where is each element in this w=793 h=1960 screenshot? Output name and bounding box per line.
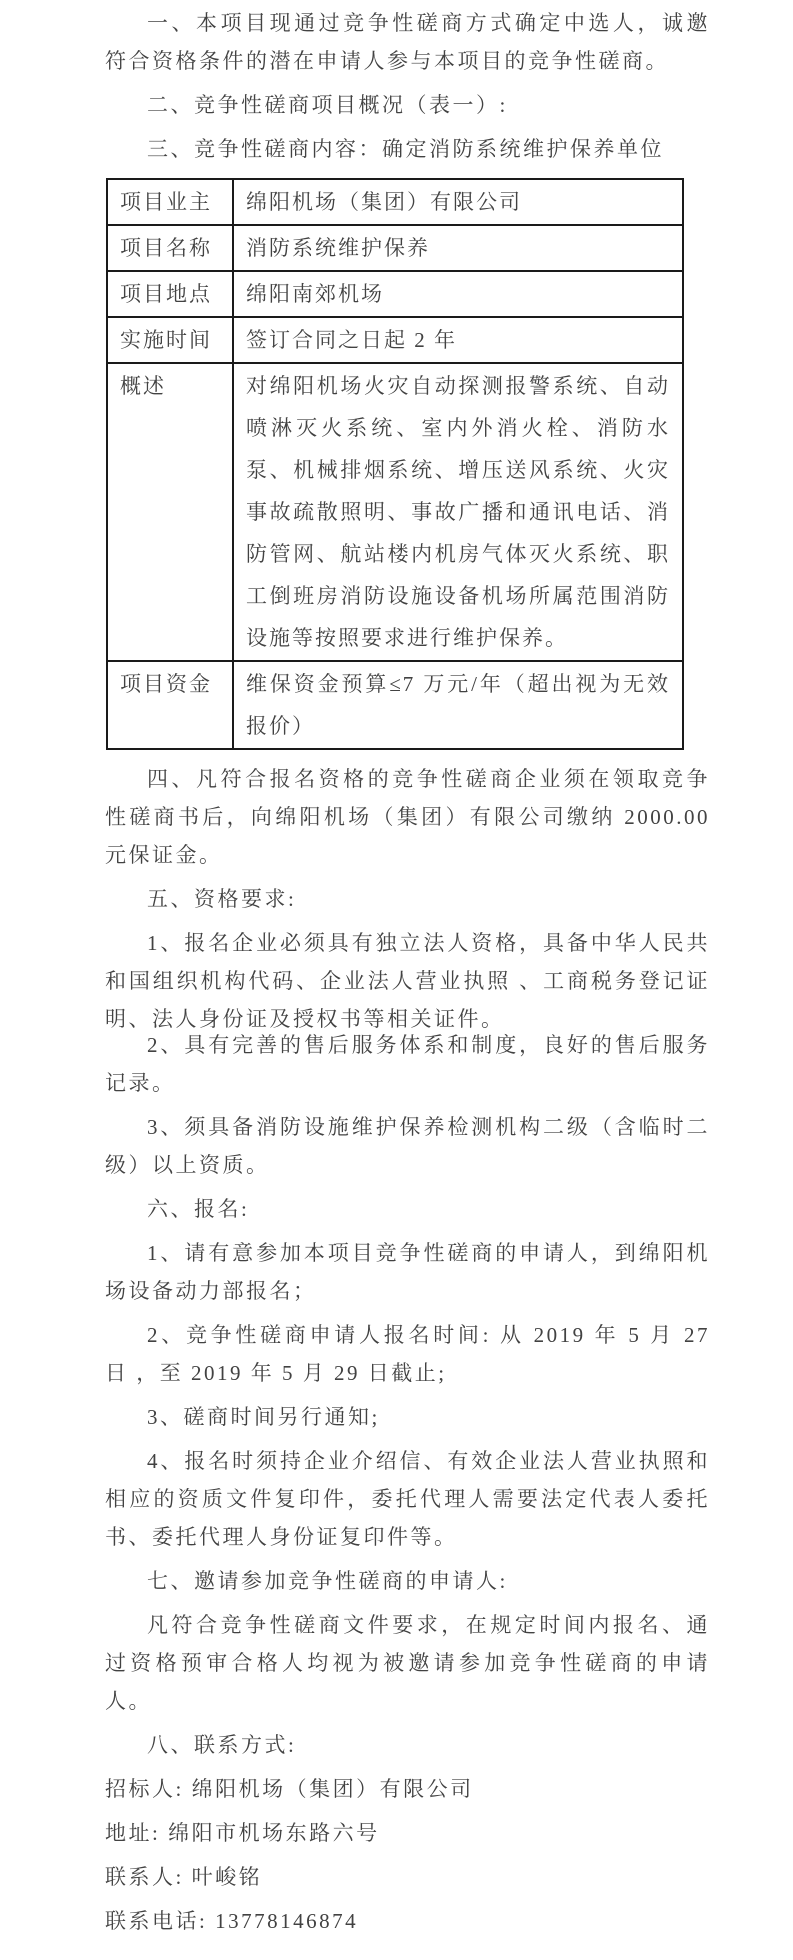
para-registration-item-4: 4、报名时须持企业介绍信、有效企业法人营业执照和相应的资质文件复印件，委托代理人需要法定代表人委托书、委托代理人身份证复印件等。 [105,1449,710,1549]
para-registration-heading: 六、报名: [147,1197,250,1221]
contact-line-phone: 联系电话: 13778146874 [105,1909,359,1933]
row-label: 项目名称 [107,225,233,271]
row-label: 实施时间 [107,317,233,363]
contact-line-person: 联系人: 叶峻铭 [105,1865,263,1889]
row-value: 消防系统维护保养 [233,225,683,271]
row-value: 维保资金预算≤7 万元/年（超出视为无效报价） [233,661,683,749]
table-row-location [107,271,683,317]
para-deposit: 四、凡符合报名资格的竞争性磋商企业须在领取竞争性磋商书后，向绵阳机场（集团）有限公司缴纳 2000.00 元保证金。 [105,767,710,867]
row-label: 项目业主 [107,179,233,225]
row-value: 对绵阳机场火灾自动探测报警系统、自动喷淋灭火系统、室内外消火栓、消防水泵、机械排烟系统、增压送风系统、火灾事故疏散照明、事故广播和通讯电话、消防管网、航站楼内机房气体灭火系统、职工倒班房消防设施设备机场所属范围消防设施等按照要求进行维护保养。 [233,363,683,661]
table-row-name [107,225,683,271]
para-invitation-heading: 七、邀请参加竞争性磋商的申请人: [147,1569,508,1593]
contact-line-bidder: 招标人: 绵阳机场（集团）有限公司 [105,1777,474,1801]
row-value: 绵阳机场（集团）有限公司 [233,179,683,225]
para-invitation-body: 凡符合竞争性磋商文件要求，在规定时间内报名、通过资格预审合格人均视为被邀请参加竞争性磋商的申请人。 [105,1613,710,1713]
row-label: 项目地点 [107,271,233,317]
row-value: 绵阳南郊机场 [233,271,683,317]
para-content-heading: 三、竞争性磋商内容：确定消防系统维护保养单位 [147,137,664,161]
para-project-method: 一、本项目现通过竞争性磋商方式确定中选人，诚邀符合资格条件的潜在申请人参与本项目的竞争性磋商。 [105,11,710,73]
contact-line-address: 地址: 绵阳市机场东路六号 [105,1821,380,1845]
para-qualification-item-3: 3、须具备消防设施维护保养检测机构二级（含临时二级）以上资质。 [105,1115,710,1177]
row-label: 项目资金 [107,661,233,749]
row-value: 签订合同之日起 2 年 [233,317,683,363]
para-registration-item-1: 1、请有意参加本项目竞争性磋商的申请人，到绵阳机场设备动力部报名； [105,1241,710,1303]
para-registration-item-3: 3、磋商时间另行通知; [147,1405,380,1429]
para-qualification-item-2: 2、具有完善的售后服务体系和制度，良好的售后服务记录。 [105,1033,710,1095]
table-row-owner [107,179,683,225]
project-overview-table [106,178,684,750]
para-qualification-heading: 五、资格要求: [147,887,297,911]
table-row-summary [107,363,683,661]
para-qualification-item-1: 1、报名企业必须具有独立法人资格，具备中华人民共和国组织机构代码、企业法人营业执照 、工商税务登记证明、法人身份证及授权书等相关证件。 [105,931,710,1031]
table-row-duration [107,317,683,363]
para-registration-item-2: 2、竞争性磋商申请人报名时间: 从 2019 年 5 月 27 日 ，至 2019 年 5 月 29 日截止; [105,1323,710,1385]
para-overview-heading: 二、竞争性磋商项目概况（表一）: [147,93,508,117]
table-row-budget [107,661,683,749]
para-contact-heading: 八、联系方式: [147,1733,297,1757]
row-label: 概述 [107,363,233,661]
